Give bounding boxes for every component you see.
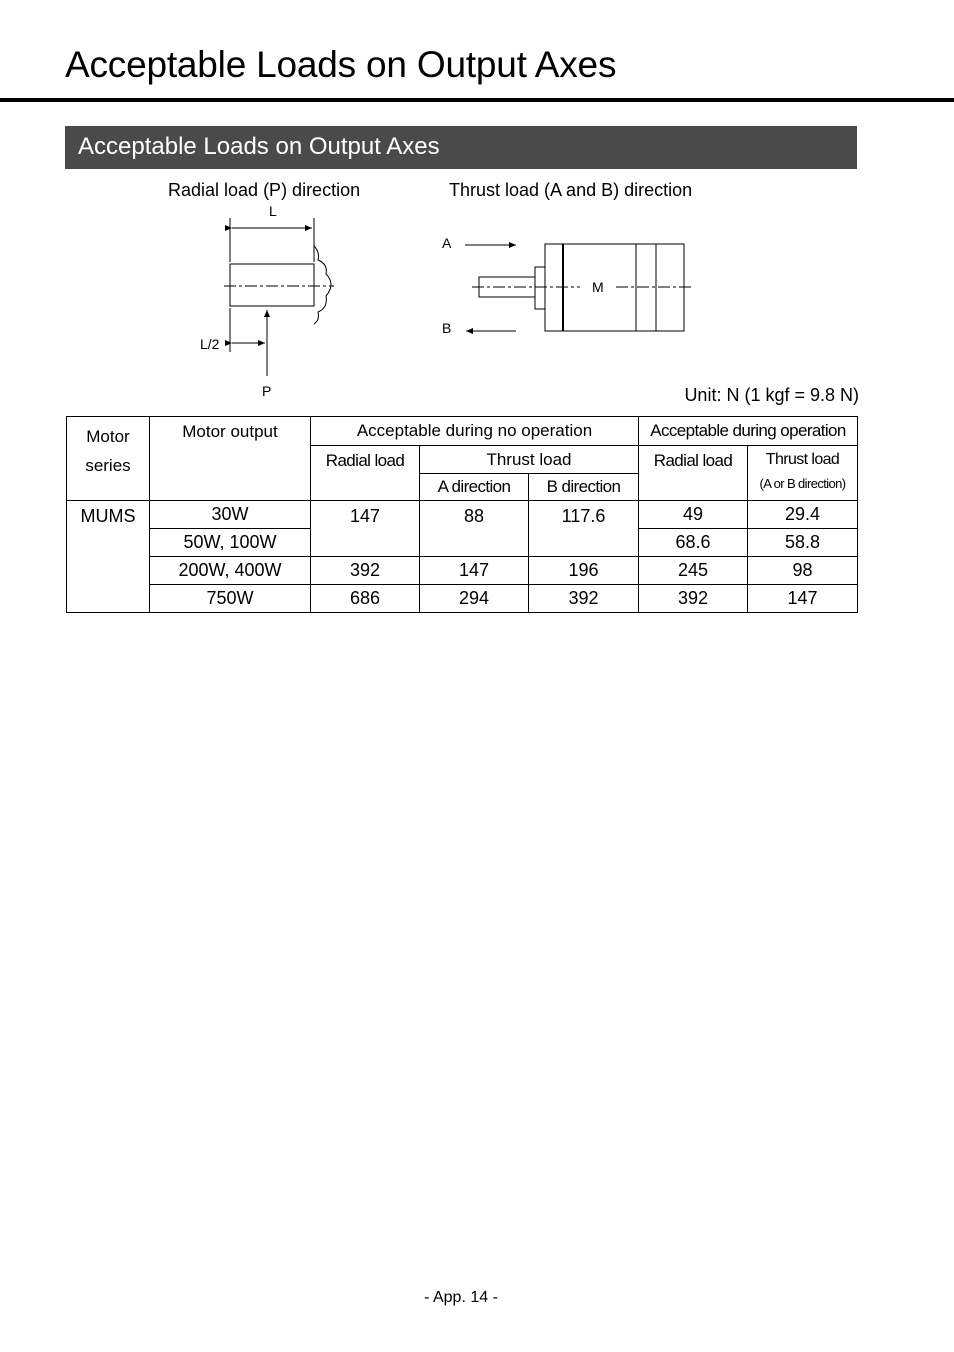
header-op-thrust-load xyxy=(748,446,858,501)
header-motor-series-line1: Motor xyxy=(86,427,130,446)
cell-radial-load: 686 xyxy=(311,585,420,613)
page-title: Acceptable Loads on Output Axes xyxy=(65,44,617,85)
cell-thrust-a: 88 xyxy=(420,501,529,557)
header-b-direction: B direction xyxy=(529,474,639,501)
unit-note: Unit: N (1 kgf = 9.8 N) xyxy=(684,385,859,405)
acceptable-loads-table xyxy=(66,416,858,613)
cell-op-thrust: 58.8 xyxy=(748,529,858,557)
section-header xyxy=(65,126,857,169)
cell-thrust-b: 196 xyxy=(529,557,639,585)
cell-radial-load: 147 xyxy=(311,501,420,557)
radial-load-caption: Radial load (P) direction xyxy=(168,180,361,200)
cell-op-radial: 49 xyxy=(639,501,748,529)
page-number-footer: - App. 14 - xyxy=(424,1289,498,1306)
header-a-direction: A direction xyxy=(420,474,529,501)
table-row xyxy=(67,501,858,529)
label-a: A xyxy=(442,235,452,251)
table-row xyxy=(67,585,858,613)
header-operation: Acceptable during operation xyxy=(639,417,858,446)
cell-radial-load: 392 xyxy=(311,557,420,585)
header-thrust-load: Thrust load xyxy=(420,446,639,474)
header-no-operation: Acceptable during no operation xyxy=(311,417,639,446)
label-m: M xyxy=(592,279,604,295)
header-radial-load: Radial load xyxy=(311,446,420,501)
cell-motor-series: MUMS xyxy=(67,501,150,613)
cell-op-radial: 392 xyxy=(639,585,748,613)
cell-thrust-a: 147 xyxy=(420,557,529,585)
label-b: B xyxy=(442,320,452,336)
cell-motor-output: 50W, 100W xyxy=(150,529,311,557)
header-motor-series-line2: series xyxy=(85,456,131,475)
cell-op-thrust: 29.4 xyxy=(748,501,858,529)
cell-op-radial: 68.6 xyxy=(639,529,748,557)
cell-motor-output: 30W xyxy=(150,501,311,529)
label-l-half: L/2 xyxy=(200,336,220,352)
header-motor-output: Motor output xyxy=(150,417,311,501)
header-op-thrust-note: (A or B direction) xyxy=(759,476,846,491)
header-op-radial-load: Radial load xyxy=(639,446,748,501)
thrust-load-caption: Thrust load (A and B) direction xyxy=(449,180,693,200)
title-divider xyxy=(0,98,954,102)
label-p: P xyxy=(262,383,272,399)
section-title: Acceptable Loads on Output Axes xyxy=(78,133,440,160)
cell-op-radial: 245 xyxy=(639,557,748,585)
thrust-load-diagram xyxy=(430,225,700,345)
header-motor-series xyxy=(67,417,150,501)
radial-load-diagram xyxy=(190,200,350,405)
cell-thrust-b: 392 xyxy=(529,585,639,613)
cell-motor-output: 200W, 400W xyxy=(150,557,311,585)
label-l: L xyxy=(269,203,277,219)
cell-motor-output: 750W xyxy=(150,585,311,613)
cell-op-thrust: 147 xyxy=(748,585,858,613)
cell-op-thrust: 98 xyxy=(748,557,858,585)
cell-thrust-b: 117.6 xyxy=(529,501,639,557)
cell-thrust-a: 294 xyxy=(420,585,529,613)
header-op-thrust-load-label: Thrust load xyxy=(765,451,840,468)
table-row xyxy=(67,557,858,585)
